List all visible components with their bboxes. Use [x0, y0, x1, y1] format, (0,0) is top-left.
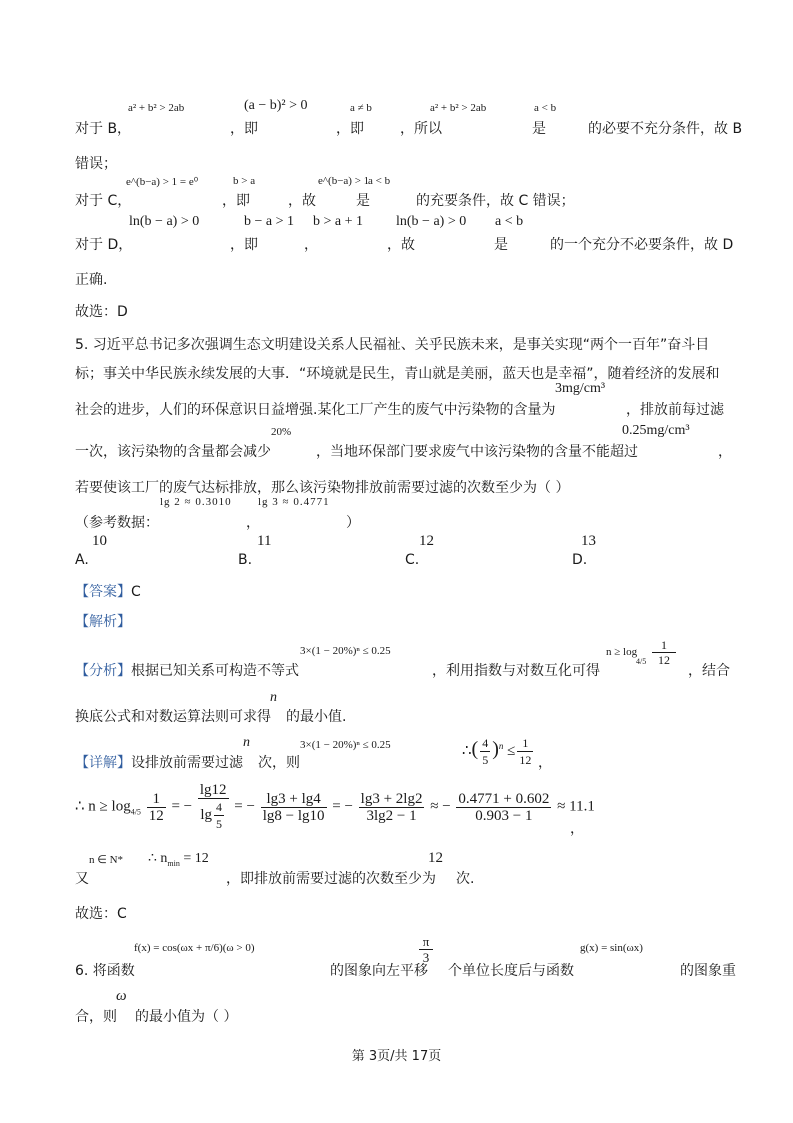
q5-ref-lg2: lg 2 ≈ 0.3010 — [160, 496, 232, 508]
option-b-w4: 是 — [532, 121, 546, 137]
calc-comma: ， — [570, 821, 584, 837]
calc-lg45-num: 4 — [216, 800, 223, 814]
option-d-prefix: 对于 D， — [75, 237, 133, 253]
math-d3: b > a + 1 — [313, 214, 364, 229]
fenxi-line2a: 换底公式和对数运算法则可求得 — [75, 709, 271, 725]
q5-line1: 5. 习近平总书记多次强调生态文明建设关系人民福祉、关乎民族未来，是事关实现“两个一百年”奋斗目 — [75, 337, 710, 353]
q5-option-c-value: 12 — [419, 533, 434, 549]
q5-line4c: ， — [718, 444, 732, 460]
detail-45-den: 5 — [482, 753, 489, 767]
calc-base: 4/5 — [130, 807, 141, 817]
q6-pi: π — [419, 934, 433, 950]
math-c2: b > a — [233, 175, 256, 187]
option-b-w1: ，即 — [230, 121, 258, 137]
fenxi-text-b: ，利用指数与对数互化可得 — [432, 663, 600, 679]
math-b3: a ≠ b — [350, 102, 372, 114]
option-c-w4: 的充要条件，故 C 错误； — [416, 193, 575, 209]
fenxi-frac-num: 1 — [652, 638, 676, 653]
option-b-w2: ，即 — [336, 121, 364, 137]
option-c-w2: ，故 — [288, 193, 316, 209]
answer-q5: 故选：C — [75, 906, 127, 922]
math-d5: a < b — [495, 214, 524, 229]
math-b2: (a − b)² > 0 — [244, 98, 308, 113]
math-b5: a < b — [534, 102, 557, 114]
detail-frac-block: ∴( $\frac{4}{5}$ )$^n$ ≤ $\frac{1}{12}$ — [462, 736, 532, 767]
calc-num2: lg3 + lg4 — [261, 791, 327, 808]
fenxi-text-a: 根据已知关系可构造不等式 — [131, 663, 299, 679]
option-d-w2: ， — [304, 237, 318, 253]
math-d1: ln(b − a) > 0 — [129, 214, 200, 229]
q6-a: 6. 将函数 — [75, 963, 135, 979]
calc-eq3: = − — [332, 798, 353, 815]
q6-3: 3 — [422, 950, 430, 965]
calc-den4: 0.903 − 1 — [475, 807, 533, 824]
calc-lg45-lg: lg — [200, 806, 213, 823]
math-b1: a² + b² > 2ab — [128, 102, 185, 114]
option-d-w4: 是 — [494, 237, 508, 253]
option-b-prefix: 对于 B， — [75, 121, 132, 137]
calc-lg45-den: 5 — [216, 817, 223, 831]
q5-option-a-value: 10 — [92, 533, 107, 549]
q5-line4a: 一次，该污染物的含量都会减少 — [75, 444, 271, 460]
q5-line4b: ，当地环保部门要求废气中该污染物的含量不能超过 — [316, 444, 638, 460]
calc-eq2: = − — [234, 798, 255, 815]
fenxi-frac-den: 12 — [658, 653, 670, 667]
math-d4: ln(b − a) > 0 — [396, 214, 467, 229]
option-d-w1: ，即 — [230, 237, 258, 253]
q5-option-d-value: 13 — [581, 533, 596, 549]
math-c3: e^(b−a) > 1 — [318, 175, 370, 187]
q5-ref-open: （参考数据： — [75, 515, 159, 531]
calc-1: 1 — [147, 791, 166, 808]
detail-ineq-math: 3×(1 − 20%)ⁿ ≤ 0.25 — [300, 739, 391, 751]
fenxi-nlog: n ≥ log — [606, 646, 638, 658]
fenxi-n-math: n — [270, 690, 277, 705]
detail-45-num: 4 — [482, 736, 489, 750]
you-nmin — [148, 850, 209, 868]
fenxi-ineq-math: 3×(1 − 20%)ⁿ ≤ 0.25 — [300, 645, 391, 657]
you-text: 又 — [75, 871, 89, 887]
detail-12: 12 — [519, 753, 532, 767]
q6-f: 的最小值为（ ） — [135, 1009, 238, 1025]
q6-b: 的图象向左平移 — [330, 963, 428, 979]
q5-ref-lg3: lg 3 ≈ 0.4771 — [258, 496, 330, 508]
option-c-w3: 是 — [356, 193, 370, 209]
detail-tag: 【详解】 — [75, 755, 131, 771]
calc-num3: lg3 + 2lg2 — [360, 790, 423, 807]
q6-e: 合，则 — [75, 1009, 117, 1025]
q5-line3a: 社会的进步，人们的环保意识日益增强.某化工厂产生的废气中污染物的含量为 — [75, 402, 556, 418]
answer-value: C — [131, 584, 141, 600]
you-text-c: 次. — [456, 871, 475, 887]
analysis-tag: 【解析】 — [75, 614, 131, 630]
q6-pi3 — [419, 934, 433, 965]
q5-ref-comma: ， — [246, 515, 260, 531]
you-nN: n ∈ N* — [89, 854, 124, 866]
q5-line3b: ，排放前每过滤 — [626, 402, 724, 418]
calc-den2: lg8 − lg10 — [262, 807, 325, 824]
q6-f-math: f(x) = cos(ωx + π/6)(ω > 0) — [134, 942, 255, 954]
calc-lg12: lg12 — [199, 782, 227, 798]
detail-le: ≤ — [507, 742, 516, 759]
q6-omega: ω — [116, 988, 127, 1004]
calc-den3: 3lg2 − 1 — [366, 807, 417, 824]
q5-line5: 若要使该工厂的废气达标排放，那么该污染物排放前需要过滤的次数至少为（ ） — [75, 480, 570, 496]
detail-exp: n — [498, 740, 504, 751]
q5-content-math: 3mg/cm³ — [555, 381, 606, 396]
you-eq12: = 12 — [183, 851, 209, 866]
fenxi-frac — [652, 638, 676, 667]
q5-limit-math: 0.25mg/cm³ — [622, 423, 690, 438]
option-d-w5: 的一个充分不必要条件，故 D — [550, 237, 734, 253]
answer-q4: 故选：D — [75, 304, 128, 320]
calc-prefix: ∴ n ≥ log — [75, 798, 131, 815]
detail-therefore: ∴ — [462, 742, 472, 759]
calc-12: 12 — [148, 807, 164, 824]
option-c-w1: ，即 — [222, 193, 250, 209]
you-12: 12 — [428, 850, 443, 866]
q5-option-c-letter: C. — [405, 552, 420, 568]
detail-n-math: n — [243, 735, 250, 750]
detail-text-a: 设排放前需要过滤 — [131, 755, 243, 771]
q5-option-a-letter: A. — [75, 552, 89, 568]
q6-g-math: g(x) = sin(ωx) — [580, 942, 643, 954]
calc-approx1: ≈ − — [430, 798, 451, 815]
q6-d: 的图象重 — [680, 963, 736, 979]
fenxi-text-c: ，结合 — [688, 663, 730, 679]
you-min-sub: min — [167, 858, 180, 868]
you-nmin-n: ∴ n — [148, 851, 168, 866]
q6-c: 个单位长度后与函数 — [448, 963, 574, 979]
answer-tag: 【答案】 — [75, 584, 131, 600]
fenxi-base: 4/5 — [636, 657, 647, 666]
q5-ref-close: ） — [346, 515, 360, 531]
calc-line — [75, 782, 595, 832]
you-text-b: ，即排放前需要过滤的次数至少为 — [226, 871, 436, 887]
option-b-cont: 错误； — [75, 156, 117, 172]
fenxi-tag: 【分析】 — [75, 663, 131, 679]
option-d-w3: ，故 — [387, 237, 415, 253]
option-d-cont: 正确. — [75, 272, 108, 288]
fenxi-line2b: 的最小值. — [286, 709, 347, 725]
detail-1: 1 — [517, 735, 533, 752]
calc-eq1: = − — [171, 798, 193, 815]
detail-text-b: 次，则 — [258, 755, 300, 771]
math-c4: a < b — [368, 175, 391, 187]
calc-num4: 0.4771 + 0.602 — [458, 790, 550, 807]
math-c1: e^(b−a) > 1 = e⁰ — [126, 176, 199, 188]
option-b-w3: ，所以 — [400, 121, 442, 137]
page-footer: 第 3页/共 17页 — [351, 1049, 442, 1064]
option-c-prefix: 对于 C， — [75, 193, 132, 209]
option-b-w5: 的必要不充分条件，故 B — [588, 121, 743, 137]
math-d2: b − a > 1 — [244, 214, 295, 229]
q5-option-b-value: 11 — [257, 533, 272, 549]
q5-option-b-letter: B. — [238, 552, 253, 568]
q5-option-d-letter: D. — [572, 552, 588, 568]
calc-approx2: ≈ 11.1 — [557, 798, 595, 815]
math-b4: a² + b² > 2ab — [430, 102, 487, 114]
q5-pct-math: 20% — [271, 426, 292, 438]
q5-line2: 标；事关中华民族永续发展的大事．“环境就是民生，青山就是美丽，蓝天也是幸福”，随着经济的发展和 — [75, 366, 720, 382]
detail-text-c: ， — [538, 755, 552, 771]
